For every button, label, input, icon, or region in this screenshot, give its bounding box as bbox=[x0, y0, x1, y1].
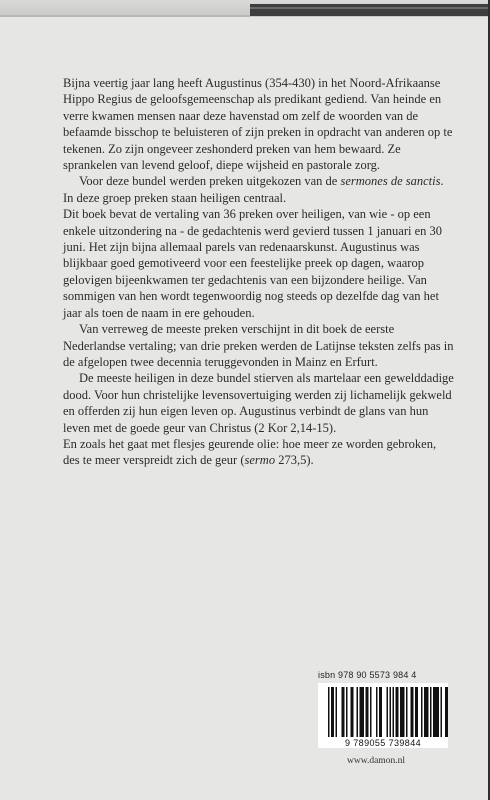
blurb-text: Bijna veertig jaar lang heeft Augustinus (354-430) in het Noord-Afrikaanse Hippo Regius de geloofsgemeenschap als predikant gediend. Van heinde en verre kwamen mensen naar deze havenstad om zelf de woorden van de befaamde bisschop te beluisteren of zijn preken in opdracht van anderen op te tekenen. Zo zijn ongeveer zeshonderd preken van hem bewaard. Ze sprankelen van levend geloof, diepe wijsheid en pastorale zorg. bbox=[63, 76, 453, 173]
spine-edge-strip bbox=[250, 4, 490, 16]
blurb-text: . In deze groep preken staan heiligen centraal. bbox=[63, 174, 444, 205]
blurb-paragraph bbox=[63, 75, 455, 173]
top-edge-line bbox=[0, 15, 250, 17]
cover-blurb bbox=[63, 75, 455, 469]
barcode-digits: 9 789055 739844 bbox=[318, 738, 448, 748]
blurb-text: En zoals het gaat met flesjes geurende olie: hoe meer ze worden gebroken, des te meer verspreidt zich de geur ( bbox=[63, 436, 437, 468]
blurb-text: Voor deze bundel werden preken uitgekozen van de bbox=[79, 174, 341, 189]
publisher-website: www.damon.nl bbox=[347, 756, 405, 766]
blurb-text: Dit boek bevat de vertaling van 36 preken over heiligen, van wie - op een enkele uitzondering na - de gedachtenis werd gevierd tussen 1 januari en 30 juni. Het zijn bijna allemaal parels van redenaarskunst. Augustinus was blijkbaar goed gemotiveerd voor een feestelijke preek op dagen, waarop gelovigen bijeenkwamen ter gedachtenis van een bijzondere heilige. Van sommigen van hen wordt tegenwoordig nog steeds op dezelfde dag van het jaar als toen de naam in ere gehouden. bbox=[63, 207, 443, 320]
blurb-paragraph bbox=[63, 173, 455, 206]
blurb-paragraph bbox=[63, 370, 455, 436]
barcode bbox=[318, 683, 448, 741]
blurb-paragraph bbox=[63, 321, 455, 370]
blurb-italic-title: sermones de sanctis bbox=[340, 174, 441, 189]
blurb-text: 273,5). bbox=[275, 453, 314, 468]
blurb-text: De meeste heiligen in deze bundel stierven als martelaar een gewelddadige dood. Voor hun christelijke levensovertuiging werden zij lichamelijk gekweld en offerden zij hun eigen leven op. Augustinus verbindt de glans van hun leven met de goede geur van Christus (2 Kor 2,14-15). bbox=[63, 371, 454, 435]
barcode-bars bbox=[318, 683, 448, 737]
isbn-label: isbn 978 90 5573 984 4 bbox=[318, 670, 417, 680]
blurb-text: Van verreweg de meeste preken verschijnt in dit boek de eerste Nederlandse vertaling; van drie preken werden de Latijnse teksten zelfs pas in de afgelopen twee decennia teruggevonden in Mainz en Erfurt. bbox=[63, 322, 454, 369]
blurb-paragraph bbox=[63, 206, 455, 321]
blurb-italic-citation: sermo bbox=[244, 453, 276, 468]
blurb-paragraph bbox=[63, 436, 455, 469]
